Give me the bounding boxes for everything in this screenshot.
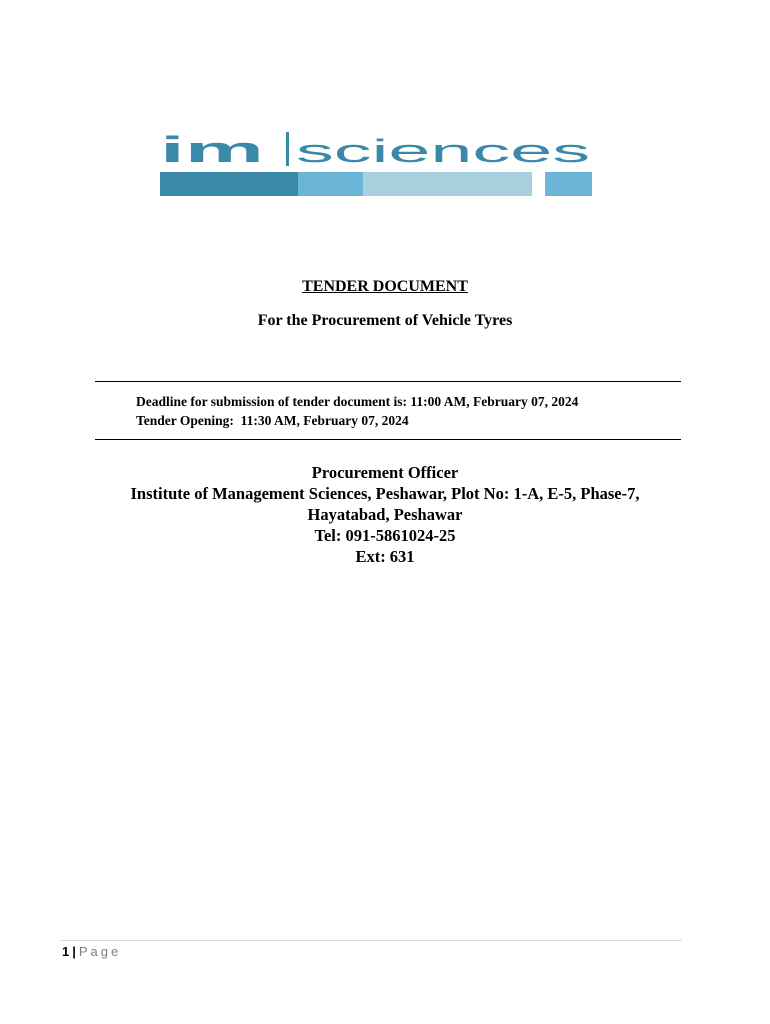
contact-address-line2: Hayatabad, Peshawar [307, 505, 463, 524]
logo-bar-2 [298, 172, 363, 196]
logo-text-sciences: sciences [296, 133, 590, 169]
document-subtitle: For the Procurement of Vehicle Tyres [257, 312, 513, 329]
footer-divider [60, 940, 682, 941]
contact-block [0, 462, 770, 567]
contact-role: Procurement Officer [311, 463, 459, 482]
page-footer [62, 944, 121, 959]
contact-ext: Ext: 631 [355, 547, 415, 566]
page-number: 1 [62, 944, 70, 959]
logo-bar-4 [545, 172, 592, 196]
opening-text: Tender Opening: 11:30 AM, February 07, 2024 [136, 413, 409, 428]
divider-bottom [95, 439, 681, 440]
deadline-text: Deadline for submission of tender document is: 11:00 AM, February 07, 2024 [136, 394, 579, 409]
logo-bar-3 [363, 172, 532, 196]
document-title: TENDER DOCUMENT [302, 278, 468, 295]
imsciences-logo [158, 128, 594, 198]
logo-text-im: im [160, 129, 264, 170]
contact-address-line1: Institute of Management Sciences, Peshawar, Plot No: 1-A, E-5, Phase-7, [130, 484, 640, 503]
dates-block [136, 392, 578, 430]
page-label: Page [78, 944, 122, 959]
logo-divider [286, 132, 289, 166]
divider-top [95, 381, 681, 382]
logo-bar-1 [160, 172, 298, 196]
contact-tel: Tel: 091-5861024-25 [314, 526, 456, 545]
page-separator: | [72, 944, 76, 959]
